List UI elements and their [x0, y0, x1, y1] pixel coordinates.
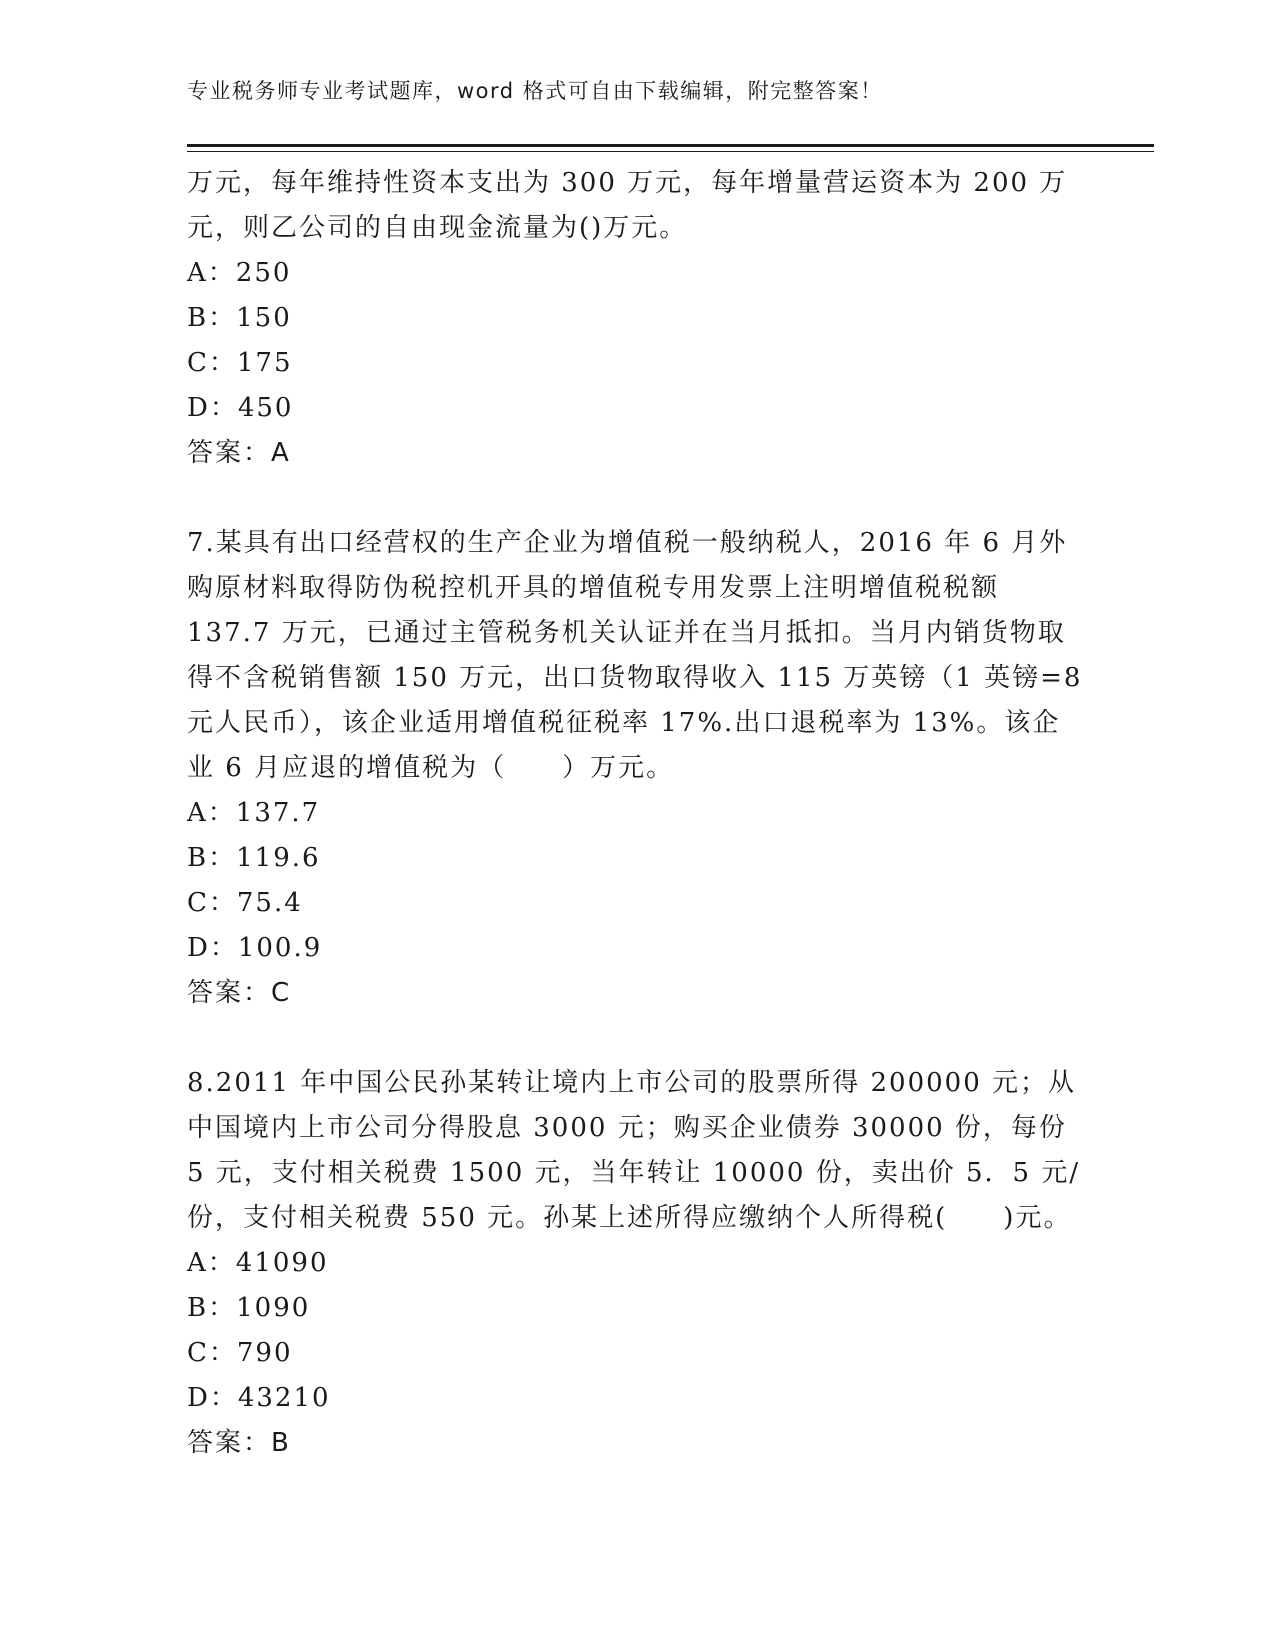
option-c: C：175: [187, 348, 293, 378]
option-d: D：100.9: [187, 933, 323, 963]
option-a: A：137.7: [187, 798, 321, 828]
question-stem: 万元，每年维持性资本支出为 300 万元，每年增量营运资本为 200 万元，则乙公司的自由现金流量为()万元。: [187, 168, 1068, 243]
option-b: B：1090: [187, 1293, 311, 1323]
option-d: D：43210: [187, 1383, 331, 1413]
question-list: [187, 161, 1087, 1466]
answer-line: 答案：A: [187, 438, 291, 468]
option-a: A：41090: [187, 1248, 329, 1278]
question-block: [187, 161, 1087, 476]
question-stem: 7.某具有出口经营权的生产企业为增值税一般纳税人，2016 年 6 月外购原材料取得防伪税控机开具的增值税专用发票上注明增值税税额 137.7 万元，已通过主管税务机关认证并在当月抵扣。当月内销货物取得不含税销售额 150 万元，出口货物取得收入 115 万英镑（1 英镑=8 元人民币），该企业适用增值税征税率 17%.出口退税率为 13%。该企业 6 月应退的增值税为（ ）万元。: [187, 528, 1083, 783]
page-header: 专业税务师专业考试题库，word 格式可自由下载编辑，附完整答案！: [187, 79, 883, 103]
option-a: A：250: [187, 258, 292, 288]
answer-line: 答案：B: [187, 1428, 291, 1458]
question-stem: 8.2011 年中国公民孙某转让境内上市公司的股票所得 200000 元；从中国境内上市公司分得股息 3000 元；购买企业债券 30000 份，每份 5 元，支付相关税费 1500 元，当年转让 10000 份，卖出价 5．5 元/份，支付相关税费 550 元。孙某上述所得应缴纳个人所得税( )元。: [187, 1068, 1081, 1233]
answer-line: 答案：C: [187, 978, 292, 1008]
option-d: D：450: [187, 393, 294, 423]
option-b: B：119.6: [187, 843, 321, 873]
question-spacer: [187, 476, 1087, 521]
question-block: [187, 521, 1087, 1016]
header-rule-thick: [187, 144, 1154, 147]
option-c: C：75.4: [187, 888, 303, 918]
header-rule-thin: [187, 151, 1154, 152]
question-spacer: [187, 1016, 1087, 1061]
option-c: C：790: [187, 1338, 293, 1368]
option-b: B：150: [187, 303, 292, 333]
question-block: [187, 1061, 1087, 1466]
